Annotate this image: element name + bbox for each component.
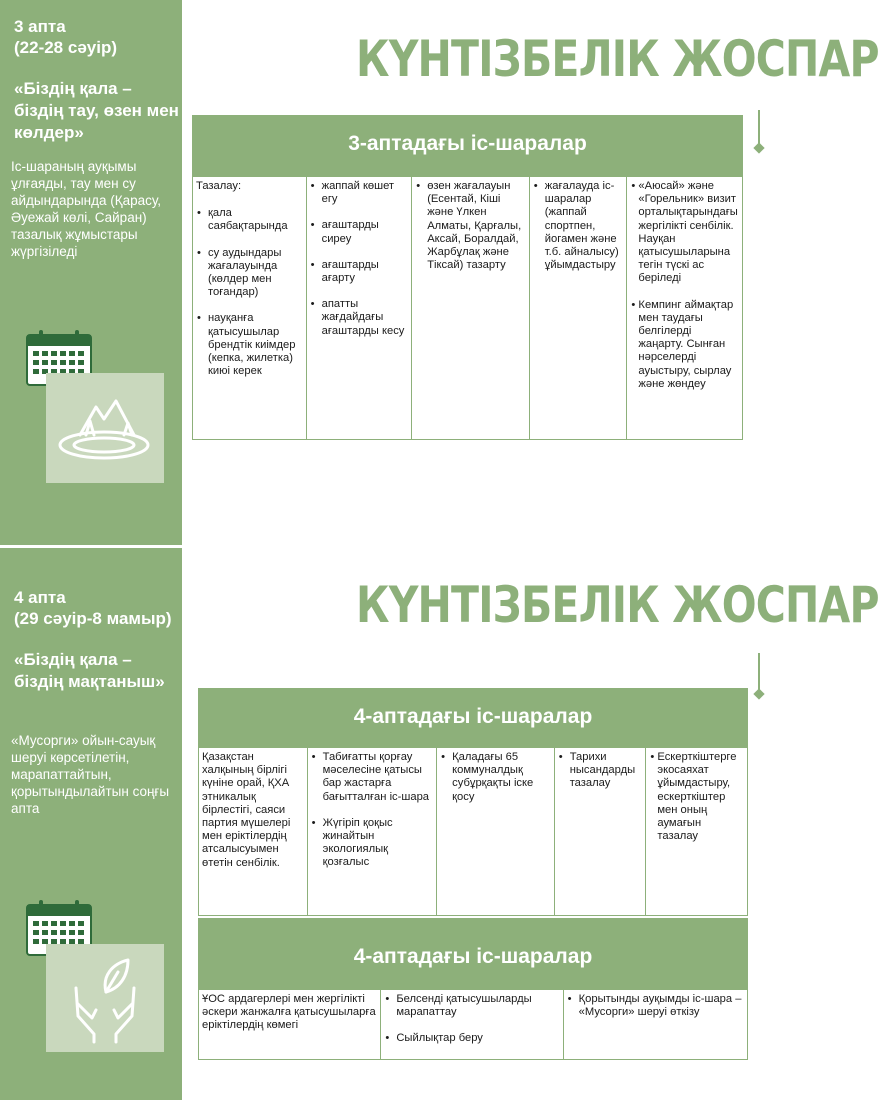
week4-column-5 [646, 748, 747, 915]
week3-page-title: КҮНТІЗБЕЛІК ЖОСПАР [356, 30, 879, 88]
hands-picture-box [46, 944, 164, 1052]
week4-bottom-column-1 [199, 990, 381, 1059]
week4-banner-2: 4-аптадағы іс-шаралар [198, 918, 748, 990]
week3-dates: (22-28 сәуір) [14, 38, 117, 57]
list-item: • Кемпинг аймақтар мен таудағы белгілерді жаңарту. Сынған нәрселерді ауыстыру, сырлау және жөндеу [630, 299, 739, 391]
week4-column-2 [308, 748, 438, 915]
list-item: • Қорытынды ауқымды іс-шара – «Мусорги» шеруі өткізу [567, 993, 744, 1019]
column-text: ҰОС ардагерлері мен жергілікті әскери жанжалға қатысушыларға еріктілердің көмегі [202, 993, 376, 1032]
week4-banner-1: 4-аптадағы іс-шаралар [198, 688, 748, 748]
week3-column-2 [307, 177, 413, 439]
list-item: • жағалауда іс-шаралар (жаппай спортпен, йогамен және т.б. айналысу) ұйымдастыру [533, 180, 624, 272]
week3-column-1 [193, 177, 307, 439]
list-item: • Ескерткіштерге экосаяхат ұйымдастыру, ескерткіштер мен оның аумағын тазалау [649, 751, 744, 843]
week4-sidebar [0, 548, 182, 1100]
list-item: • Жүгіріп қоқыс жинайтын экологиялық қозғалыс [311, 817, 434, 870]
week3-sidebar [0, 0, 182, 545]
week4-column-1 [199, 748, 308, 915]
lake-picture-box [46, 373, 164, 483]
list-item: • өзен жағалауын (Есентай, Кіші және Үлкен Алматы, Қарғалы, Аксай, Боралдай, Жарбұлақ және Тіксай) тазарту [415, 180, 526, 272]
list-item: • Қаладағы 65 коммуналдық субұрқақты іске қосу [440, 751, 551, 804]
list-item: • «Аюсай» және «Горельник» визит орталықтарындағы жергілікті сенбілік. Науқан қатысушыларына тегін түскі ас беріледі [630, 180, 739, 286]
list-item: • Тарихи нысандарды тазалау [558, 751, 643, 791]
week4-label: 4 апта [14, 588, 66, 607]
decor-dot [753, 142, 764, 153]
week4-bottom-column-2 [381, 990, 563, 1059]
week4-dates: (29 сәуір-8 мамыр) [14, 609, 172, 628]
week3-activities-table [192, 177, 743, 440]
week3-label: 3 апта [14, 17, 66, 36]
week4-column-3 [437, 748, 555, 915]
week4-bottom-column-3 [564, 990, 747, 1059]
list-item: • Белсенді қатысушыларды марапаттау [384, 993, 559, 1019]
week4-column-4 [555, 748, 647, 915]
list-item: • Сыйлықтар беру [384, 1032, 559, 1045]
list-item: • су аудындары жағалауында (көлдер мен тоғандар) [196, 247, 303, 300]
week3-description: Іс-шараның ауқымы ұлғаяды, тау мен су айдындарында (Қарасу, Әуежай көлі, Сайран) тазалық жұмыстары жүргізіледі [11, 159, 162, 259]
week4-theme: «Біздің қала – біздің мақтаныш» [14, 650, 165, 691]
list-item: • науқанға қатысушылар брендтік киімдер (кепка, жилетка) киюі керек [196, 312, 303, 378]
list-item: • ағаштарды сиреу [310, 219, 409, 245]
lake-mountains-icon [46, 373, 164, 483]
week4-description: «Мусорги» ойын-сауық шеруі көрсетілетін, марапаттайтын, қорытындылайтын соңғы апта [11, 733, 170, 816]
week4-activities-table-2 [198, 990, 748, 1060]
week3-column-3 [412, 177, 530, 439]
list-item: • апатты жағдайдағы ағаштарды кесу [310, 298, 409, 338]
week3-column-4 [530, 177, 628, 439]
column-heading: Тазалау: [196, 180, 242, 192]
list-item: • ағаштарды ағарту [310, 259, 409, 285]
week3-column-5 [627, 177, 742, 439]
list-item: • қала саябақтарында [196, 207, 303, 233]
week4-activities-table-1 [198, 748, 748, 916]
hands-leaf-icon [46, 944, 164, 1052]
week4-page-title: КҮНТІЗБЕЛІК ЖОСПАР [356, 576, 879, 634]
decor-line [758, 653, 760, 693]
week3-theme: «Біздің қала – біздің тау, өзен мен көлдер» [14, 79, 179, 142]
column-text: Қазақстан халқының бірлігі күніне орай, ҚХА этникалық бірлестігі, саяси партия мүшелері мен еріктілердің атсалысуымен өтетін сенбілік. [202, 751, 291, 869]
list-item: • Табиғатты қорғау мәселесіне қатысы бар жастарға бағытталған іс-шара [311, 751, 434, 804]
decor-dot [753, 688, 764, 699]
list-item: • жаппай көшет егу [310, 180, 409, 206]
week3-banner: 3-аптадағы іс-шаралар [192, 115, 743, 177]
